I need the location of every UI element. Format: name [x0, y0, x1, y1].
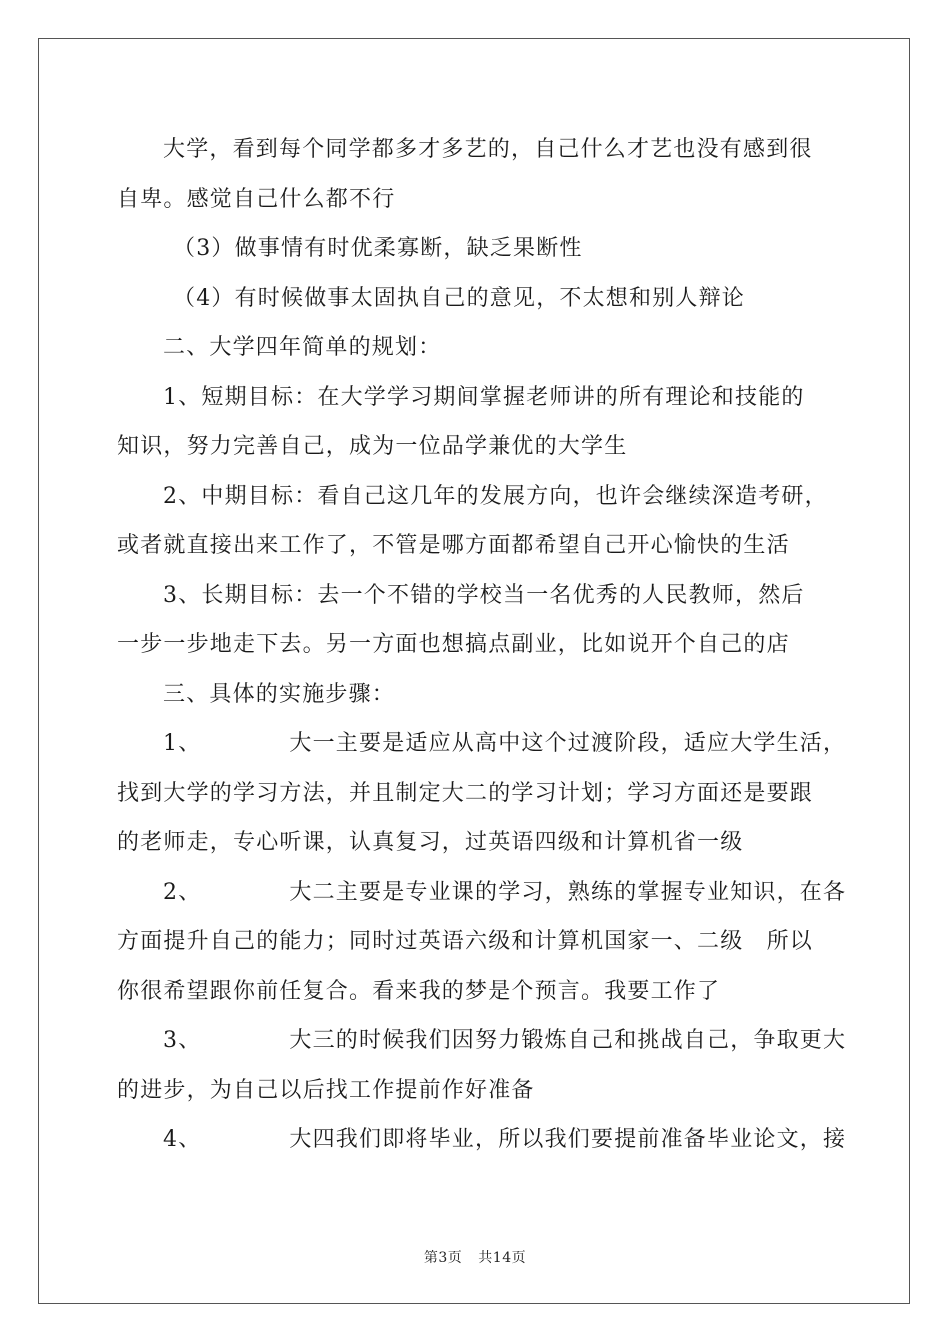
step-line: [117, 719, 847, 769]
step-number: 1、: [163, 731, 202, 756]
paragraph-line: 大学，看到每个同学都多才多艺的，自己什么才艺也没有感到很: [163, 137, 813, 162]
step-text: 大四我们即将毕业，所以我们要提前准备毕业论文，接: [289, 1127, 847, 1152]
section-heading: 三、具体的实施步骤：: [163, 681, 396, 707]
page-number: 第3页: [423, 1250, 463, 1266]
paragraph-line: 的老师走，专心听课，认真复习，过英语四级和计算机省一级: [117, 830, 744, 855]
paragraph-line: 2、中期目标：看自己这几年的发展方向，也许会继续深造考研，: [163, 483, 828, 509]
paragraph-line: 找到大学的学习方法，并且制定大二的学习计划；学习方面还是要跟: [117, 780, 814, 806]
step-number: 2、: [163, 879, 202, 905]
paragraph-line: 自卑。感觉自己什么都不行: [117, 186, 396, 212]
paragraph-line: （3）做事情有时优柔寡断，缺乏果断性: [173, 236, 583, 261]
step-text: 大二主要是专业课的学习，熟练的掌握专业知识，在各: [289, 879, 847, 905]
step-number: 3、: [163, 1028, 202, 1053]
page-footer: [0, 1247, 950, 1267]
section-heading: 二、大学四年简单的规划：: [163, 335, 442, 360]
step-text: 大三的时候我们因努力锻炼自己和挑战自己，争取更大: [289, 1028, 847, 1053]
step-number: 4、: [163, 1127, 202, 1152]
step-line: [117, 1016, 847, 1066]
paragraph-line: 的进步，为自己以后找工作提前作好准备: [117, 1077, 535, 1103]
step-text: 大一主要是适应从高中这个过渡阶段，适应大学生活，: [289, 731, 847, 756]
paragraph-line: 你很希望跟你前任复合。看来我的梦是个预言。我要工作了: [117, 978, 721, 1004]
paragraph-line: （4）有时候做事太固执自己的意见，不太想和别人辩论: [173, 285, 745, 311]
paragraph-line: 1、短期目标：在大学学习期间掌握老师讲的所有理论和技能的: [163, 384, 805, 410]
paragraph-line: 3、长期目标：去一个不错的学校当一名优秀的人民教师，然后: [163, 582, 805, 608]
paragraph-line: 一步一步地走下去。另一方面也想搞点副业，比如说开个自己的店: [117, 632, 790, 657]
step-line: [117, 868, 847, 918]
paragraph-line: 或者就直接出来工作了，不管是哪方面都希望自己开心愉快的生活: [117, 533, 790, 558]
page-total: 共14页: [478, 1250, 527, 1266]
step-line: [117, 1115, 847, 1165]
document-body: [117, 125, 847, 1165]
paragraph-line: 方面提升自己的能力；同时过英语六级和计算机国家一、二级 所以: [117, 929, 814, 954]
paragraph-line: 知识，努力完善自己，成为一位品学兼优的大学生: [117, 434, 628, 459]
